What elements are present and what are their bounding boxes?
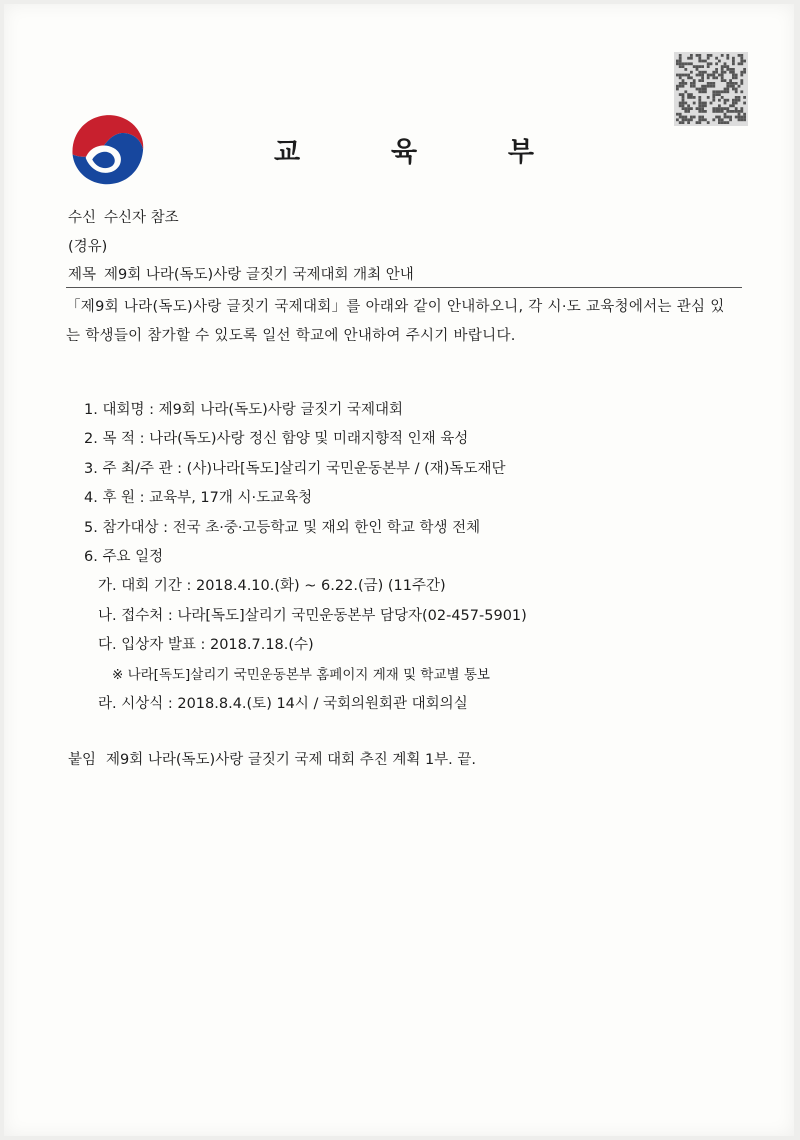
list-item: 1. 대회명 : 제9회 나라(독도)사랑 글짓기 국제대회 — [84, 402, 404, 418]
agency-char: 육 — [390, 137, 418, 168]
list-item: 6. 주요 일정 — [84, 548, 164, 565]
recipient-label: 수신 — [68, 210, 97, 226]
subject-label: 제목 — [68, 267, 97, 283]
list-item: 3. 주 최/주 관 : (사)나라[독도]살리기 국민운동본부 / (재)독도재단 — [84, 460, 506, 477]
issuing-agency — [274, 130, 534, 169]
via-line: (경유) — [68, 239, 108, 255]
document-page — [4, 4, 794, 1136]
schedule-item: 가. 대회 기간 : 2018.4.10.(화) ~ 6.22.(금) (11주간) — [98, 578, 446, 595]
intro-paragraph: 「제9회 나라(독도)사랑 글짓기 국제대회」를 아래와 같이 안내하오니, 각 시·도 교육청에서는 관심 있는 학생들이 참가할 수 있도록 일선 학교에 안내하여 주시기 바랍니다. — [66, 299, 725, 344]
attachment-text: 제9회 나라(독도)사랑 글짓기 국제 대회 추진 계획 1부. 끝. — [106, 752, 477, 768]
agency-char: 교 — [274, 137, 301, 168]
schedule-item: 다. 입상자 발표 : 2018.7.18.(수) — [98, 637, 314, 654]
attachment-label: 붙임 — [68, 752, 97, 768]
schedule-item: 라. 시상식 : 2018.8.4.(토) 14시 / 국회의원회관 대회의실 — [98, 695, 468, 712]
subject-value: 제9회 나라(독도)사랑 글짓기 국제대회 개최 안내 — [104, 267, 414, 283]
list-item: 5. 참가대상 : 전국 초·중·고등학교 및 재외 한인 학교 학생 전체 — [84, 519, 481, 536]
divider — [66, 287, 742, 288]
list-item: 2. 목 적 : 나라(독도)사랑 정신 함양 및 미래지향적 인재 육성 — [84, 431, 469, 448]
agency-char: 부 — [507, 137, 534, 168]
attachment-line — [68, 748, 476, 769]
detail-list — [84, 396, 734, 719]
recipient-value: 수신자 참조 — [104, 210, 179, 226]
schedule-note: ※ 나라[독도]살리기 국민운동본부 홈페이지 게재 및 학교별 통보 — [112, 666, 490, 683]
schedule-item: 나. 접수처 : 나라[독도]살리기 국민운동본부 담당자(02-457-5901) — [98, 607, 527, 624]
list-item: 4. 후 원 : 교육부, 17개 시·도교육청 — [84, 490, 313, 507]
taegeuk-government-emblem-icon — [66, 107, 148, 189]
qr-code-icon — [674, 52, 748, 126]
subject-line — [68, 263, 414, 284]
recipient-line — [68, 206, 179, 227]
